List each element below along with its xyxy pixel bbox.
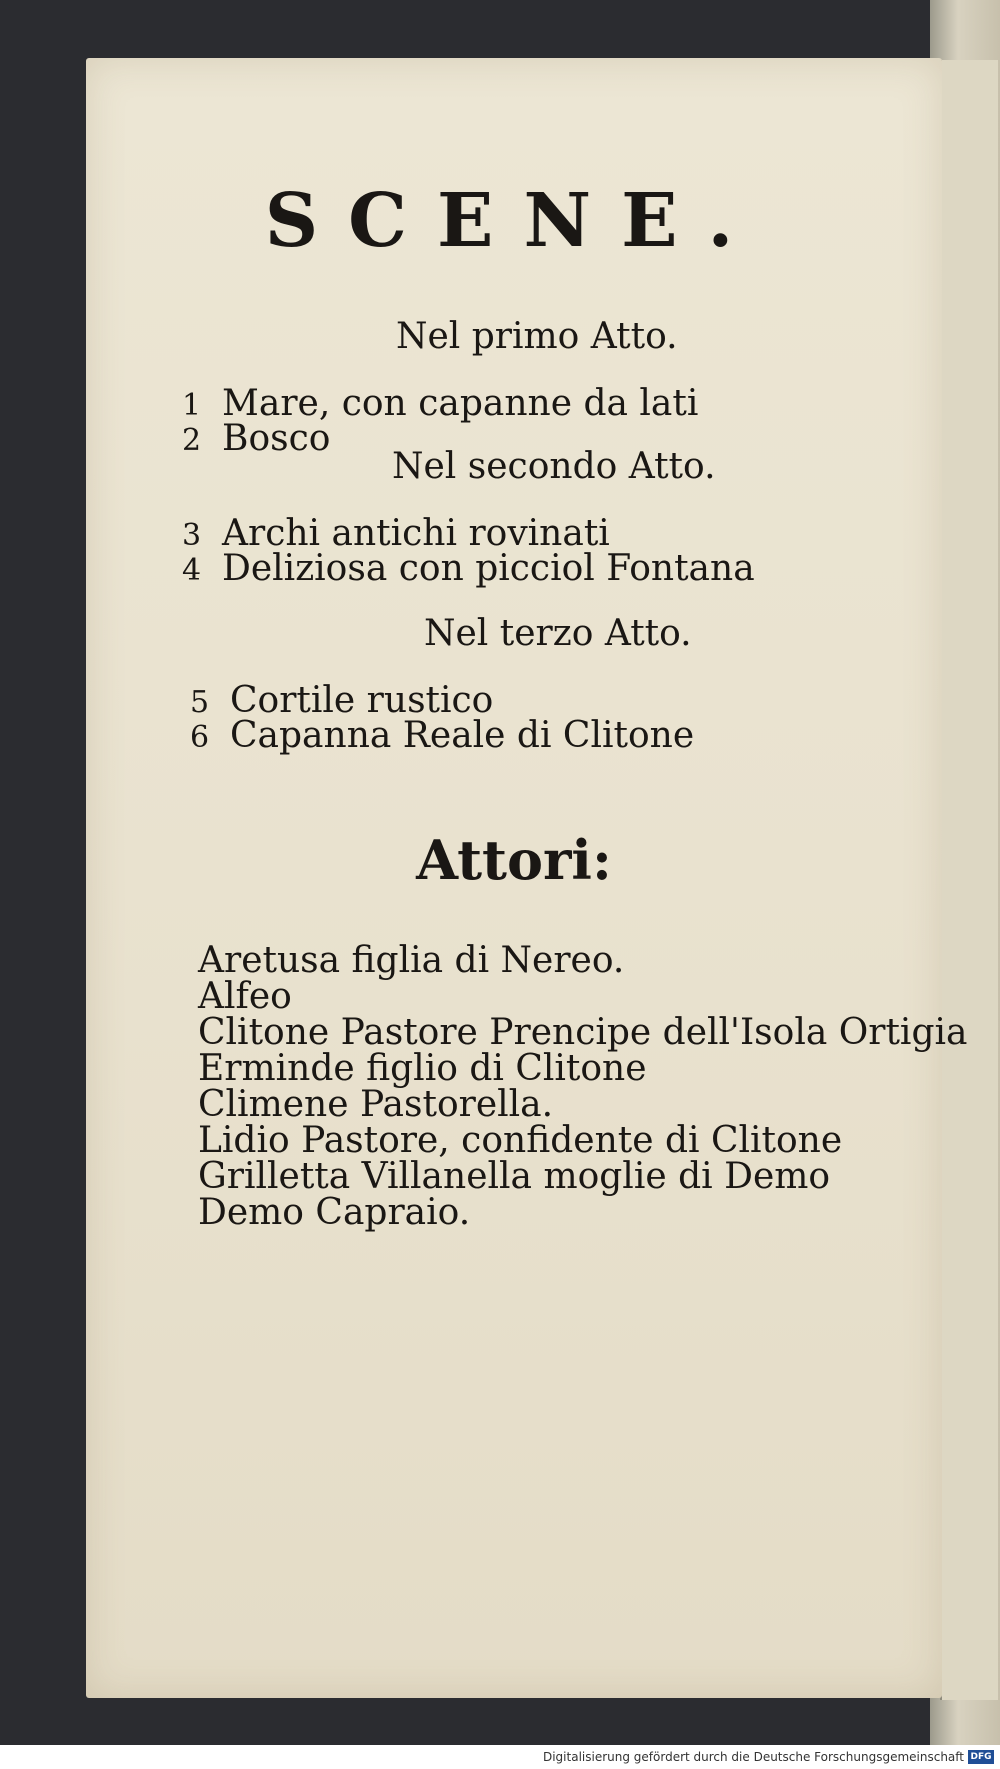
scene-text: Capanna Reale di Clitone [230,715,695,756]
actor-entry: Demo Capraio. [198,1192,471,1233]
digitization-credit [0,1745,1000,1769]
actor-entry: Grilletta Villanella moglie di Demo [198,1156,831,1197]
page-heading: SCENE. [264,178,764,264]
credit-text: Digitalisierung gefördert durch die Deutsche Forschungsgemeinschaft [542,1750,964,1764]
scene-number: 3 [182,518,202,553]
actors-heading: Attori: [416,828,612,892]
scene-text: Deliziosa con picciol Fontana [222,548,755,589]
scene-item-2 [182,418,330,459]
scene-text: Cortile rustico [230,680,494,721]
act-title-3: Nel terzo Atto. [424,613,692,654]
actor-entry: Climene Pastorella. [198,1084,554,1125]
scene-item-4 [182,548,755,589]
scene-number: 2 [182,423,202,458]
scene-text: Bosco [222,418,331,459]
actor-entry: Lidio Pastore, confidente di Clitone [198,1120,843,1161]
book-page [86,58,968,1698]
actor-entry: Clitone Pastore Prencipe dell'Isola Ortigia [198,1012,968,1053]
scene-number: 6 [190,720,210,755]
dfg-logo-icon: DFG [968,1750,994,1764]
scene-number: 5 [190,685,210,720]
next-page-sliver [940,60,998,1700]
scene-number: 4 [182,553,202,588]
actor-entry: Alfeo [198,976,292,1017]
actor-entry: Aretusa figlia di Nereo. [198,940,625,981]
scene-text: Mare, con capanne da lati [222,383,699,424]
scene-item-6 [190,715,694,756]
actor-entry: Erminde figlio di Clitone [198,1048,647,1089]
scene-number: 1 [182,388,202,423]
act-title-1: Nel primo Atto. [396,316,678,357]
act-title-2: Nel secondo Atto. [392,446,716,487]
scene-text: Archi antichi rovinati [222,513,610,554]
